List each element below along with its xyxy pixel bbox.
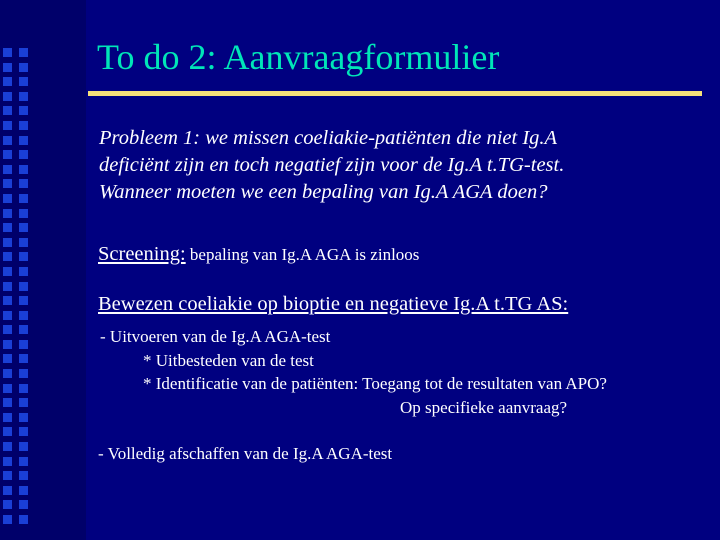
decorative-square xyxy=(3,48,12,57)
decorative-square xyxy=(3,92,12,101)
decorative-square xyxy=(19,442,28,451)
decorative-square xyxy=(3,296,12,305)
list-item-perform-test: - Uitvoeren van de Ig.A AGA-test xyxy=(100,327,331,346)
decorative-square xyxy=(3,311,12,320)
decorative-square xyxy=(19,500,28,509)
decorative-square xyxy=(19,296,28,305)
decorative-square xyxy=(3,384,12,393)
decorative-square xyxy=(19,384,28,393)
decorative-square xyxy=(19,209,28,218)
decorative-square xyxy=(19,77,28,86)
problem-line-1: Probleem 1: we missen coeliakie-patiënten die niet Ig.A xyxy=(99,127,558,149)
decorative-square xyxy=(19,413,28,422)
decorative-square xyxy=(19,325,28,334)
decorative-square xyxy=(19,486,28,495)
decorative-square xyxy=(3,500,12,509)
decorative-square xyxy=(19,150,28,159)
decorative-square xyxy=(3,252,12,261)
decorative-square xyxy=(3,413,12,422)
decorative-square xyxy=(19,63,28,72)
decorative-square xyxy=(19,457,28,466)
decorative-square xyxy=(3,194,12,203)
decorative-square xyxy=(3,457,12,466)
decorative-square xyxy=(19,165,28,174)
decorative-square xyxy=(3,238,12,247)
decorative-square xyxy=(19,92,28,101)
decorative-square xyxy=(3,486,12,495)
decorative-square xyxy=(3,165,12,174)
decorative-square xyxy=(19,427,28,436)
action-list xyxy=(100,325,607,419)
decorative-square xyxy=(19,282,28,291)
decorative-square xyxy=(19,179,28,188)
decorative-square xyxy=(19,223,28,232)
decorative-square xyxy=(19,471,28,480)
decorative-square xyxy=(19,398,28,407)
decorative-square xyxy=(19,136,28,145)
list-subitem-outsource: * Uitbesteden van de test xyxy=(143,350,314,370)
decorative-square xyxy=(3,515,12,524)
decorative-square xyxy=(19,340,28,349)
decorative-square xyxy=(19,252,28,261)
decorative-square xyxy=(19,48,28,57)
decorative-square xyxy=(3,369,12,378)
title-underline-rule xyxy=(88,91,702,96)
decorative-square xyxy=(19,354,28,363)
decorative-square xyxy=(3,427,12,436)
decorative-square xyxy=(19,121,28,130)
decorative-square-column xyxy=(3,48,17,528)
decorative-square xyxy=(3,179,12,188)
decorative-square xyxy=(19,106,28,115)
decorative-square xyxy=(3,150,12,159)
decorative-square xyxy=(3,282,12,291)
problem-statement xyxy=(99,125,699,206)
slide-title: To do 2: Aanvraagformulier xyxy=(97,37,500,77)
decorative-square xyxy=(19,369,28,378)
decorative-square xyxy=(3,121,12,130)
decorative-square-column-2 xyxy=(19,48,33,528)
decorative-square xyxy=(19,267,28,276)
list-subitem-identification-cont: Op specifieke aanvraag? xyxy=(400,397,568,417)
decorative-square xyxy=(3,354,12,363)
decorative-square xyxy=(3,471,12,480)
decorative-square xyxy=(3,340,12,349)
decorative-square xyxy=(19,238,28,247)
problem-line-3: Wanneer moeten we een bepaling van Ig.A AGA doen? xyxy=(99,181,548,203)
problem-line-2: deficiënt zijn en toch negatief zijn voor de Ig.A t.TG-test. xyxy=(99,154,565,176)
proven-coeliac-heading: Bewezen coeliakie op bioptie en negatieve Ig.A t.TG AS: xyxy=(98,293,569,315)
list-item-abolish-test: - Volledig afschaffen van de Ig.A AGA-test xyxy=(98,444,393,463)
decorative-square xyxy=(3,442,12,451)
screening-section xyxy=(98,243,419,266)
decorative-square xyxy=(3,77,12,86)
decorative-square xyxy=(19,515,28,524)
decorative-square xyxy=(3,267,12,276)
decorative-square xyxy=(19,194,28,203)
decorative-square xyxy=(3,325,12,334)
list-subitem-identification: * Identificatie van de patiënten: Toegang tot de resultaten van APO? xyxy=(143,374,607,393)
decorative-square xyxy=(19,311,28,320)
decorative-square xyxy=(3,136,12,145)
decorative-square xyxy=(3,209,12,218)
decorative-square xyxy=(3,398,12,407)
decorative-square xyxy=(3,223,12,232)
decorative-square xyxy=(3,63,12,72)
screening-heading: Screening: xyxy=(98,243,186,265)
screening-text: bepaling van Ig.A AGA is zinloos xyxy=(185,245,420,264)
decorative-square xyxy=(3,106,12,115)
